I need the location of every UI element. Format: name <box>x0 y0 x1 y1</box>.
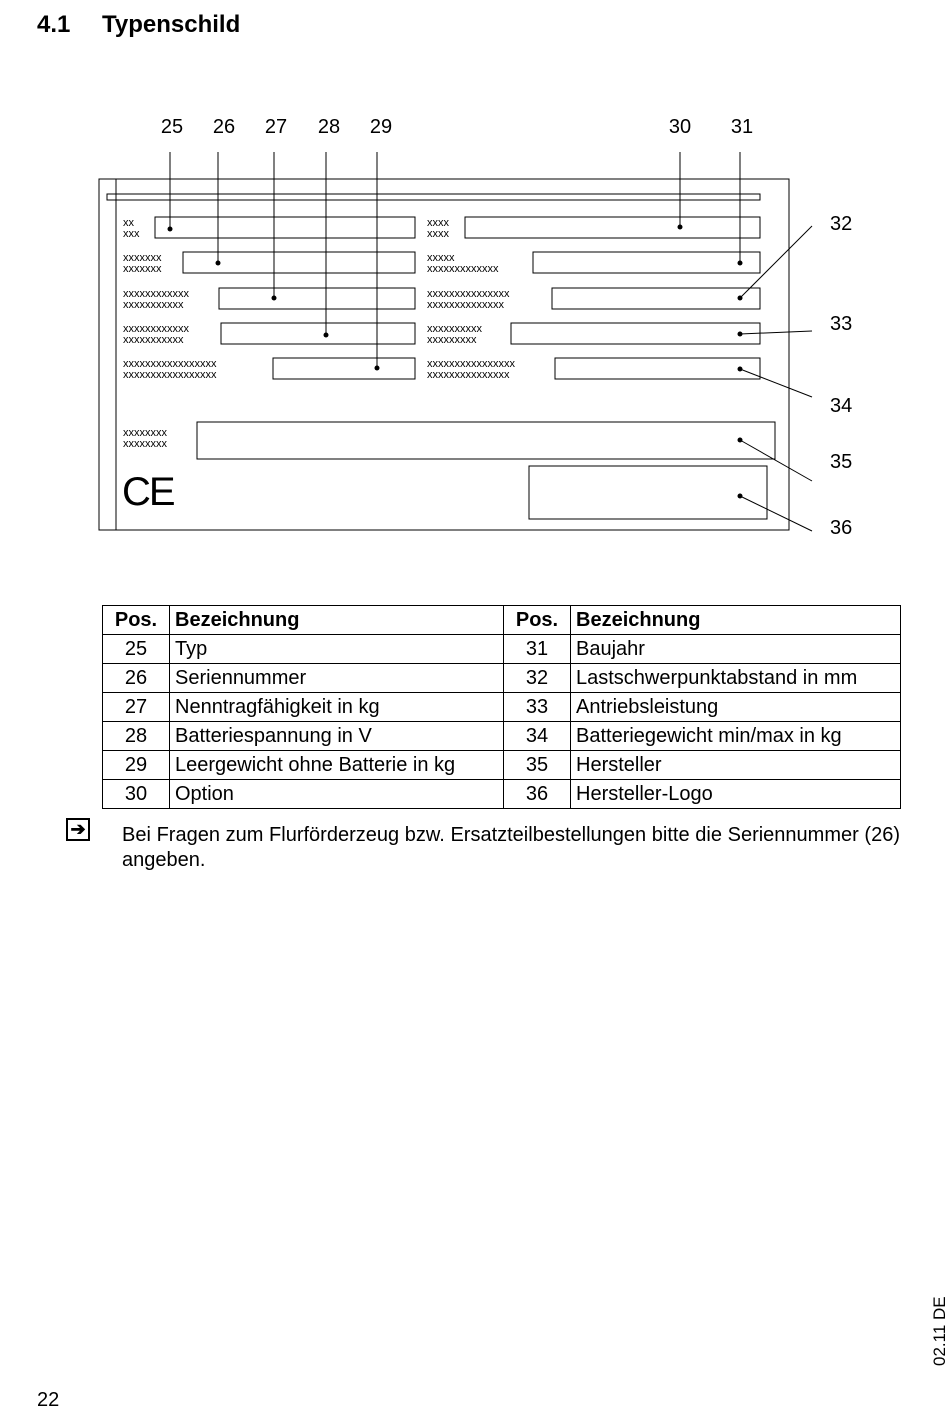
desc-cell: Lastschwerpunktabstand in mm <box>571 664 901 693</box>
desc-cell: Antriebsleistung <box>571 693 901 722</box>
document-date: 02.11 DE <box>930 1296 949 1366</box>
callout-number: 30 <box>668 116 692 138</box>
manufacturer-field-box <box>197 422 775 459</box>
callout-number: 25 <box>160 116 184 138</box>
leader-line <box>740 369 812 397</box>
plate-label: xxxxxxxxxxx <box>123 299 184 311</box>
note-text: Bei Fragen zum Flurförderzeug bzw. Ersatzteilbestellungen bitte die Seriennummer (26) angeben. <box>122 824 900 871</box>
section-title: Typenschild <box>102 11 241 38</box>
desc-cell: Batteriespannung in V <box>170 722 504 751</box>
table-row <box>103 722 901 751</box>
plate-field-box <box>219 288 415 309</box>
callout-dot <box>375 366 380 371</box>
pos-cell: 36 <box>504 780 571 809</box>
desc-cell: Baujahr <box>571 635 901 664</box>
callout-dot <box>678 225 683 230</box>
leader-line <box>740 226 812 298</box>
callout-dot <box>738 332 743 337</box>
pos-cell: 34 <box>504 722 571 751</box>
header-desc: Bezeichnung <box>571 606 901 635</box>
desc-cell: Hersteller-Logo <box>571 780 901 809</box>
plate-field-box <box>155 217 415 238</box>
plate-label: xxxxxxxxxxxxxxxxx <box>123 369 217 381</box>
plate-label: xxxxxxxxxxxxxxxx <box>427 358 515 370</box>
header-pos: Pos. <box>103 606 170 635</box>
plate-label: xxxx <box>427 217 449 229</box>
pos-cell: 29 <box>103 751 170 780</box>
callout-number: 29 <box>369 116 393 138</box>
callout-dot <box>738 438 743 443</box>
plate-field-box <box>273 358 415 379</box>
leader-line <box>740 496 812 531</box>
plate-label: xxx <box>123 228 140 240</box>
callout-dot <box>324 333 329 338</box>
ce-mark: CE <box>122 470 174 514</box>
pos-cell: 26 <box>103 664 170 693</box>
plate-field-box <box>552 288 760 309</box>
desc-cell: Seriennummer <box>170 664 504 693</box>
plate-label: xxxxxxxxxxxxxxxxx <box>123 358 217 370</box>
callout-dot <box>738 367 743 372</box>
nameplate-diagram <box>0 0 950 560</box>
callout-dot <box>738 494 743 499</box>
plate-label: xxxxxxx <box>123 252 162 264</box>
table-row <box>103 664 901 693</box>
plate-label: xxxxxxxxxxx <box>123 334 184 346</box>
plate-field-box <box>221 323 415 344</box>
header-desc: Bezeichnung <box>170 606 504 635</box>
leader-line <box>740 331 812 334</box>
plate-label: xxxxxxxxxxxxxxx <box>427 288 510 300</box>
table-row <box>103 751 901 780</box>
page-number: 22 <box>37 1389 60 1411</box>
position-legend-table <box>102 605 901 809</box>
plate-label: xxxxxxxxx <box>427 334 477 346</box>
header-pos: Pos. <box>504 606 571 635</box>
plate-label: xxxxxxxx <box>123 438 167 450</box>
desc-cell: Batteriegewicht min/max in kg <box>571 722 901 751</box>
callout-dot <box>738 261 743 266</box>
desc-cell: Leergewicht ohne Batterie in kg <box>170 751 504 780</box>
callout-number: 26 <box>212 116 236 138</box>
plate-label: xxxxxxxx <box>123 427 167 439</box>
arrow-right-icon: ➔ <box>66 818 90 841</box>
table-row <box>103 693 901 722</box>
plate-label: xxxxxxxxxxxxxxx <box>427 369 510 381</box>
plate-label: xxxx <box>427 228 449 240</box>
desc-cell: Hersteller <box>571 751 901 780</box>
callout-number: 36 <box>830 517 853 539</box>
plate-label: xxxxx <box>427 252 455 264</box>
plate-label: xxxxxxxxxxxxx <box>427 263 499 275</box>
plate-top-strip <box>107 194 760 200</box>
plate-field-box <box>465 217 760 238</box>
plate-label: xxxxxxx <box>123 263 162 275</box>
callout-number: 33 <box>830 313 853 335</box>
pos-cell: 30 <box>103 780 170 809</box>
callout-number: 32 <box>830 213 853 235</box>
pos-cell: 32 <box>504 664 571 693</box>
plate-field-box <box>511 323 760 344</box>
plate-label: xx <box>123 217 134 229</box>
plate-field-box <box>555 358 760 379</box>
plate-label: xxxxxxxxxx <box>427 323 482 335</box>
pos-cell: 28 <box>103 722 170 751</box>
desc-cell: Option <box>170 780 504 809</box>
logo-field-box <box>529 466 767 519</box>
callout-dot <box>216 261 221 266</box>
pos-cell: 33 <box>504 693 571 722</box>
plate-label: xxxxxxxxxxxxxx <box>427 299 504 311</box>
leader-line <box>740 440 812 481</box>
table-row <box>103 780 901 809</box>
callout-dot <box>168 227 173 232</box>
callout-dot <box>738 296 743 301</box>
pos-cell: 31 <box>504 635 571 664</box>
plate-field-box <box>533 252 760 273</box>
desc-cell: Typ <box>170 635 504 664</box>
plate-label: xxxxxxxxxxxx <box>123 323 189 335</box>
callout-number: 28 <box>317 116 341 138</box>
callout-number: 27 <box>264 116 288 138</box>
section-number: 4.1 <box>37 11 71 38</box>
callout-number: 35 <box>830 451 853 473</box>
pos-cell: 25 <box>103 635 170 664</box>
pos-cell: 35 <box>504 751 571 780</box>
callout-number: 31 <box>730 116 754 138</box>
table-header-row <box>103 606 901 635</box>
callout-dot <box>272 296 277 301</box>
desc-cell: Nenntragfähigkeit in kg <box>170 693 504 722</box>
plate-label: xxxxxxxxxxxx <box>123 288 189 300</box>
callout-number: 34 <box>830 395 853 417</box>
table-row <box>103 635 901 664</box>
pos-cell: 27 <box>103 693 170 722</box>
